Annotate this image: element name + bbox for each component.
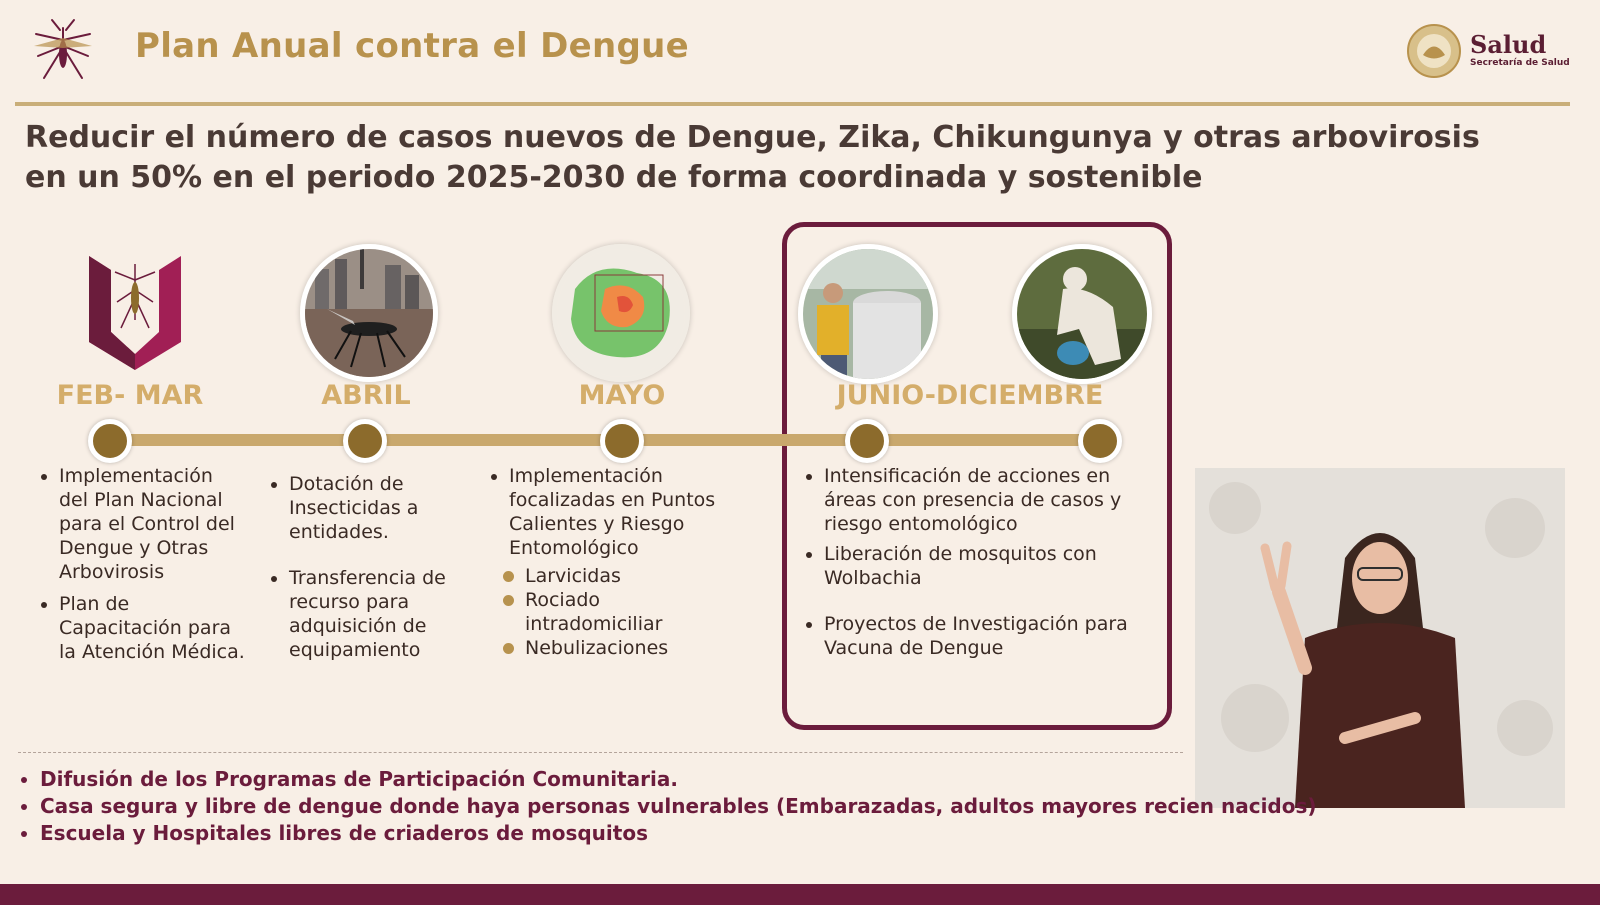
timeline-dot — [343, 419, 387, 463]
phase-list-abril — [265, 472, 475, 670]
list-item: • Casa segura y libre de dengue donde haya personas vulnerables (Embarazadas, adultos mayores recien nacidos) — [40, 793, 1317, 820]
month-label-junio-diciembre: JUNIO-DICIEMBRE — [836, 380, 1104, 411]
section-divider — [18, 752, 1183, 753]
sub-list-item: Nebulizaciones — [503, 636, 750, 660]
goal-line-1: Reducir el número de casos nuevos de Dengue, Zika, Chikungunya y otras arbovirosis — [25, 120, 1480, 155]
goal-line-2: en un 50% en el periodo 2025-2030 de forma coordinada y sostenible — [25, 160, 1203, 195]
sub-list-item: Larvicidas — [503, 564, 750, 588]
fumigation-worker-image — [1012, 244, 1152, 384]
list-item: • Proyectos de Investigación para Vacuna de Dengue — [824, 612, 1155, 660]
list-item: • Plan de Capacitación para la Atención Médica. — [59, 592, 245, 664]
timeline-dot — [88, 419, 132, 463]
mosquito-city-image — [300, 244, 438, 382]
page-title: Plan Anual contra el Dengue — [135, 26, 689, 66]
list-item: • Implementación focalizadas en Puntos Calientes y Riesgo Entomológico — [509, 464, 750, 560]
sub-list-item: Rociado intradomiciliar — [503, 588, 695, 636]
list-item: • Dotación de Insecticidas a entidades. — [289, 472, 475, 544]
phase-list-feb-mar — [35, 464, 245, 672]
phase-list-junio-diciembre — [800, 464, 1155, 668]
list-item: • Liberación de mosquitos con Wolbachia — [824, 542, 1155, 590]
list-item: • Implementación del Plan Nacional para el Control del Dengue y Otras Arbovirosis — [59, 464, 245, 584]
community-actions-list — [18, 766, 1317, 847]
timeline-dot — [600, 419, 644, 463]
month-label-abril: ABRIL — [321, 380, 411, 411]
government-seal-icon — [1405, 22, 1463, 80]
list-item: • Intensificación de acciones en áreas con presencia de casos y riesgo entomológico — [824, 464, 1155, 536]
list-item: • Transferencia de recurso para adquisición de equipamiento — [289, 566, 475, 662]
month-label-feb-mar: FEB- MAR — [56, 380, 204, 411]
water-tank-image — [798, 244, 938, 384]
brand-name: Salud — [1470, 30, 1547, 59]
mosquito-logo-icon — [30, 18, 96, 86]
brand-subtitle: Secretaría de Salud — [1470, 58, 1570, 68]
list-item: • Escuela y Hospitales libres de criaderos de mosquitos — [40, 820, 1317, 847]
shield-mosquito-icon — [85, 250, 185, 372]
header-divider — [15, 102, 1570, 106]
timeline-dot — [1078, 419, 1122, 463]
month-label-mayo: MAYO — [578, 380, 666, 411]
footer-band — [0, 884, 1600, 905]
list-item: • Difusión de los Programas de Participación Comunitaria. — [40, 766, 1317, 793]
timeline-dot — [845, 419, 889, 463]
sign-language-interpreter-video — [1195, 468, 1565, 808]
heatmap-image — [552, 244, 690, 382]
goal-statement — [25, 118, 1575, 198]
phase-list-mayo — [485, 464, 750, 660]
